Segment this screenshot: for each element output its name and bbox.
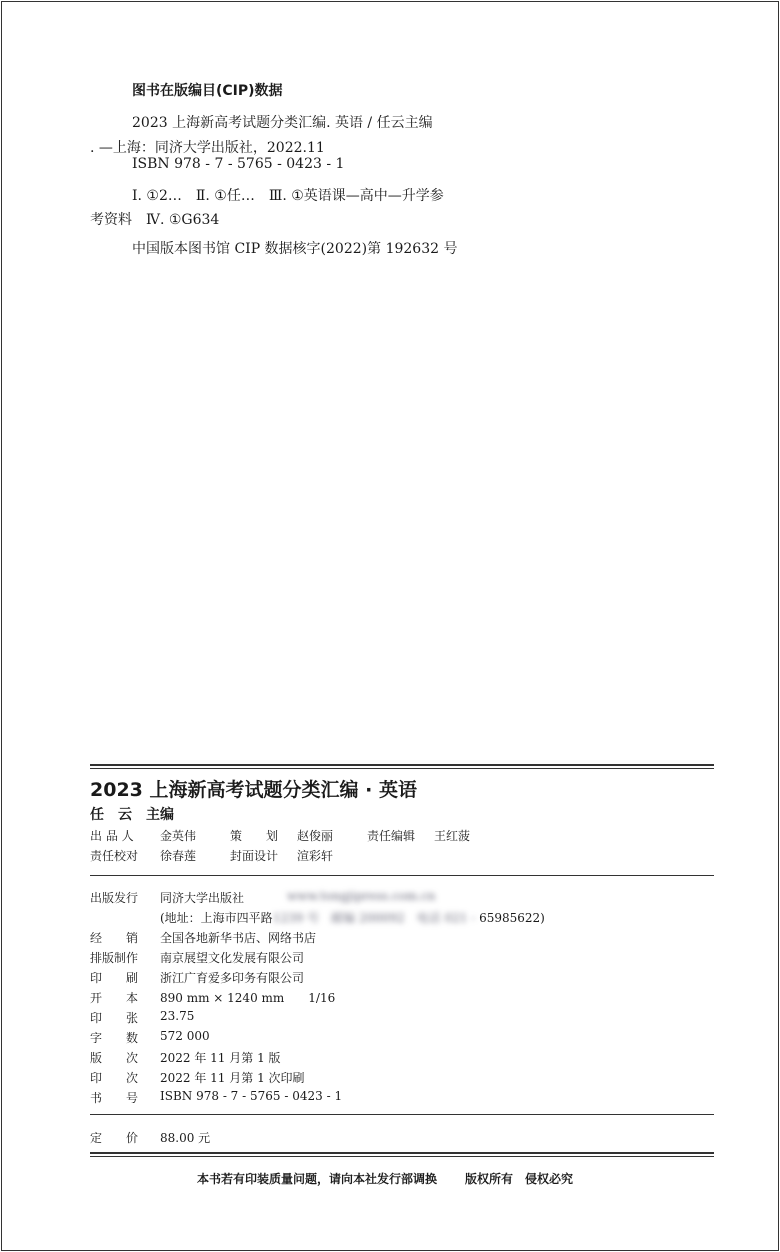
cip-line-title: 2023 上海新高考试题分类汇编. 英语 / 任云主编 <box>132 115 433 131</box>
planner-name: 赵俊丽 <box>297 829 334 843</box>
word-count-label: 字 数 <box>90 1031 139 1045</box>
footer-notice <box>197 1170 573 1187</box>
printing-label: 印 次 <box>90 1071 139 1085</box>
price-value: 88.00 元 <box>160 1131 211 1145</box>
isbn-value: ISBN 978 - 7 - 5765 - 0423 - 1 <box>160 1089 343 1103</box>
book-editor: 任 云 主编 <box>90 807 174 823</box>
publisher-name: 同济大学出版社 <box>160 891 245 905</box>
proofreader-label: 责任校对 <box>90 849 139 863</box>
book-title: 2023 上海新高考试题分类汇编 · 英语 <box>90 779 417 801</box>
sheets-label: 印 张 <box>90 1011 139 1025</box>
cover-design-name: 渲彩轩 <box>297 849 334 863</box>
chief-editor-name: 王红菠 <box>434 829 471 843</box>
proofreader-name: 徐春莲 <box>160 849 197 863</box>
distributor-label: 经 销 <box>90 931 139 945</box>
printing-value: 2022 年 11 月第 1 次印刷 <box>160 1071 305 1085</box>
printer-label: 印 刷 <box>90 971 139 985</box>
copyright-page <box>1 1 779 1251</box>
sheets-value: 23.75 <box>160 1009 195 1023</box>
publisher-label: 出版发行 <box>90 891 139 905</box>
cip-heading: 图书在版编目(CIP)数据 <box>132 83 283 99</box>
address-blurred: 1239 号 邮编 200092 电话 021 - <box>272 911 480 925</box>
publisher-address <box>160 909 545 926</box>
address-prefix: (地址：上海市四平路 <box>160 911 273 925</box>
bottom-double-rule-a <box>90 1152 714 1154</box>
price-rule <box>90 1114 714 1115</box>
rights-notice: 版权所有 侵权必究 <box>465 1172 574 1186</box>
producer-label: 出 品 人 <box>90 829 134 843</box>
cip-line-classification-cont: 考资料 Ⅳ. ①G634 <box>90 212 220 228</box>
publisher-website: www.tongjipress.com.cn <box>287 889 436 903</box>
address-phone-tail: 65985622) <box>479 911 545 925</box>
cover-design-label: 封面设计 <box>230 849 279 863</box>
distributor-value: 全国各地新华书店、网络书店 <box>160 931 317 945</box>
quality-notice: 本书若有印装质量问题，请向本社发行部调换 <box>197 1172 438 1186</box>
typesetting-value: 南京展望文化发展有限公司 <box>160 951 305 965</box>
edition-label: 版 次 <box>90 1051 139 1065</box>
top-double-rule-a <box>90 764 714 766</box>
isbn-label: 书 号 <box>90 1091 139 1105</box>
chief-editor-label: 责任编辑 <box>367 829 416 843</box>
format-value: 890 mm × 1240 mm 1/16 <box>160 991 336 1005</box>
edition-value: 2022 年 11 月第 1 版 <box>160 1051 281 1065</box>
cip-line-publisher: . —上海：同济大学出版社，2022.11 <box>90 140 325 156</box>
typesetting-label: 排版制作 <box>90 951 139 965</box>
cip-line-isbn: ISBN 978 - 7 - 5765 - 0423 - 1 <box>132 156 345 172</box>
producer-name: 金英伟 <box>160 829 197 843</box>
format-label: 开 本 <box>90 991 139 1005</box>
price-label: 定 价 <box>90 1131 139 1145</box>
section-rule <box>90 875 714 876</box>
cip-line-record: 中国版本图书馆 CIP 数据核字(2022)第 192632 号 <box>132 241 458 257</box>
printer-value: 浙江广育爱多印务有限公司 <box>160 971 305 985</box>
bottom-double-rule-b <box>90 1156 714 1157</box>
cip-line-classification: Ⅰ. ①2… Ⅱ. ①任… Ⅲ. ①英语课—高中—升学参 <box>132 188 444 204</box>
word-count-value: 572 000 <box>160 1029 210 1043</box>
planner-label: 策 划 <box>230 829 279 843</box>
top-double-rule-b <box>90 768 714 769</box>
